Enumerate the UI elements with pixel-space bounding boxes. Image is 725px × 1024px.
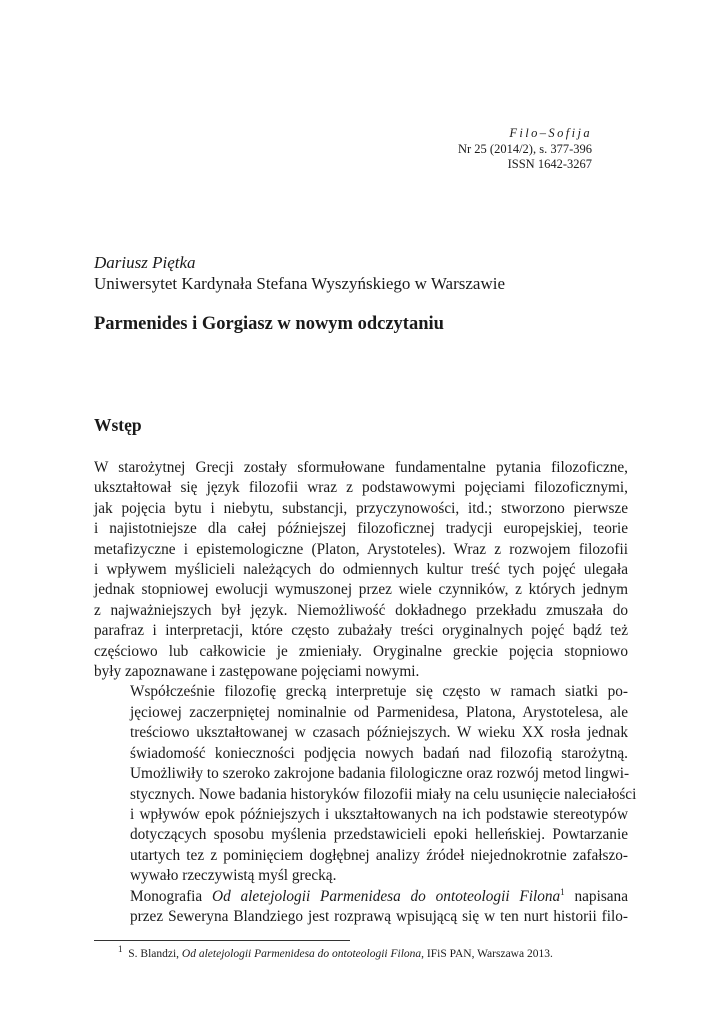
paragraph-1 [94,458,628,682]
journal-header [458,126,592,173]
paragraph-3-lead: Monografia [130,887,213,905]
paragraph-2 [94,682,637,886]
text-line [94,887,628,907]
text-line: z najważniejszych był język. Niemożliwość dokładnego przekładu zmuszała do [94,601,628,619]
text-line: treściowo ukształtowanej w czasach późniejszych. W wieku XX rosła jednak [130,724,628,742]
paragraph-3-rest: napisana [564,887,628,905]
footnote-marker: 1 [118,944,123,955]
footnote-ref[interactable]: 1 [560,886,565,897]
footnote-publisher: , IFiS PAN [421,948,472,960]
article-title: Parmenides i Gorgiasz w nowym odczytaniu [94,314,444,334]
text-line: były zapoznawane i zastępowane pojęciami nowymi. [94,663,420,681]
text-line: dotyczących sposobu myślenia przedstawicieli epoki helleńskiej. Powtarzanie [130,826,628,844]
journal-issn: ISSN 1642-3267 [507,157,592,171]
text-line: świadomość konieczności podjęcia nowych badań nad filozofią starożytną. [130,744,628,762]
text-line: parafraz i interpretacji, które często zubażały treści oryginalnych pojęć bądź też [94,622,628,640]
book-title: Od aletejologii Parmenidesa do ontoteologii Filona [212,887,561,905]
text-line: Umożliwiły to szeroko zakrojone badania filologiczne oraz rozwój metod lingwi- [130,765,630,783]
footnote-place-year: , Warszawa 2013. [471,948,553,960]
author-affiliation: Uniwersytet Kardynała Stefana Wyszyńskiego w Warszawie [94,274,505,293]
text-line: metafizyczne i epistemologiczne (Platon, Arystoteles). Wraz z rozwojem filozofii [94,540,628,558]
article-body [94,458,637,927]
section-heading: Wstęp [94,415,142,435]
author-name: Dariusz Piętka [94,253,196,272]
text-line: utartych tez z pominięciem dogłębnej analizy źródeł niejednokrotnie zafałszo- [130,846,628,864]
footnote-author: S. Blandzi, [128,948,182,960]
text-line: częściowo lub całkowicie je zmieniały. Oryginalne greckie pojęcia stopniowo [94,642,628,660]
text-line: i najistotniejsze dla całej późniejszej filozoficznej tradycji europejskiej, teorie [94,520,628,538]
journal-name: Filo–Sofija [509,126,592,140]
text-line: jęciowej zaczerpniętej nominalnie od Parmenidesa, Platona, Arystotelesa, ale [130,703,628,721]
text-line: wywało rzeczywistą myśl grecką. [130,867,337,885]
text-line: jednak stopniowej ewolucji wymuszonej przez wiele czynników, z których jednym [94,581,628,599]
footnote-book-title: Od aletejologii Parmenidesa do ontoteologii Filona [181,948,422,960]
text-line: ukształtował się język filozofii wraz z podstawowymi pojęciami filozoficznymi, [94,479,628,497]
text-line: i wpływem myślicieli należących do odmiennych kultur treść tych pojęć ulegała [94,561,628,579]
text-line: i wpływów epok późniejszych i ukształtowanych na ich podstawie stereotypów [130,805,628,823]
text-line: Współcześnie filozofię grecką interpretuje się często w ramach siatki po- [130,683,628,701]
text-line: jak pojęcia bytu i niebytu, substancji, przyczynowości, itd.; stworzono pierwsze [94,499,628,517]
text-line: W starożytnej Grecji zostały sformułowane fundamentalne pytania filozoficzne, [94,459,628,476]
text-line: stycznych. Nowe badania historyków filozofii miały na celu usunięcie naleciałości [130,785,637,803]
paragraph-3 [94,887,628,928]
author-block [94,252,505,294]
footnote [118,944,553,961]
journal-issue: Nr 25 (2014/2), s. 377-396 [457,141,592,156]
text-line: przez Seweryna Blandziego jest rozprawą wpisującą się w ten nurt historii filo- [130,907,628,925]
footnote-divider [94,940,350,941]
